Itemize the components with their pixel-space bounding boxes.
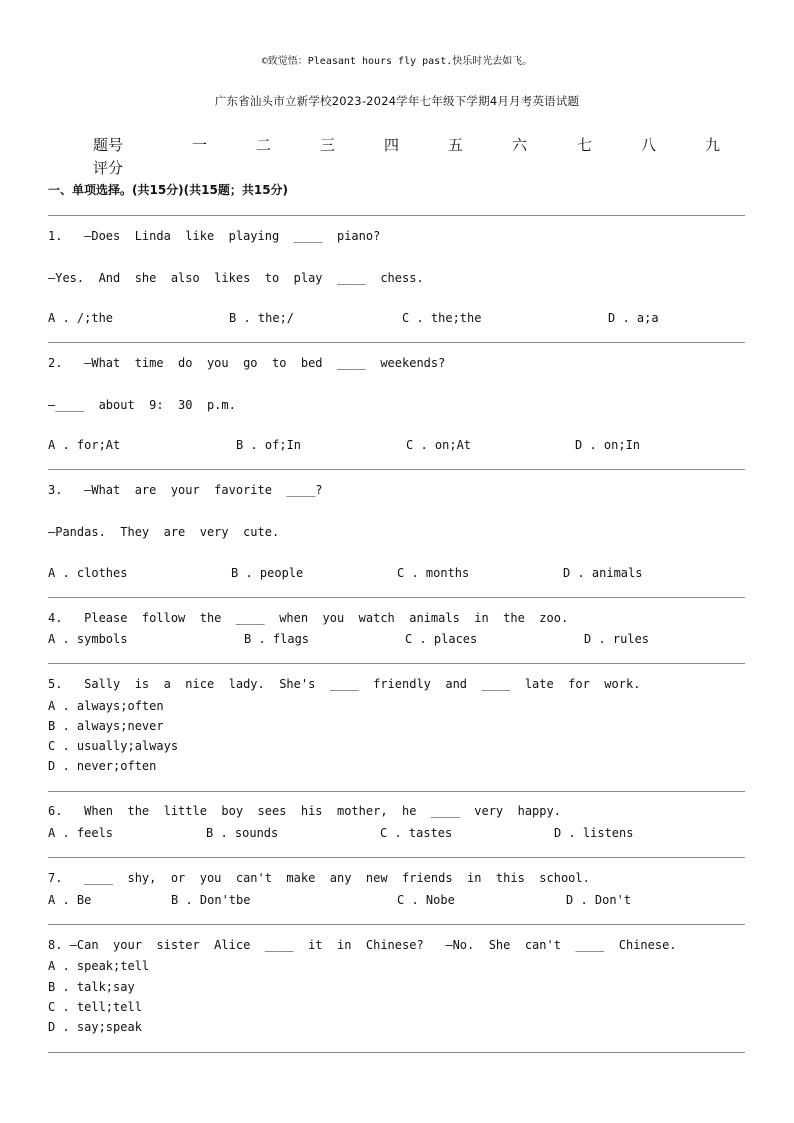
option-a: A . symbols: [48, 632, 128, 646]
question-stem: 5. Sally is a nice lady. She's ____ friendly and ____ late for work.: [48, 677, 641, 691]
option-c: C . tastes: [380, 826, 453, 840]
divider: [48, 215, 745, 216]
option-c: C . Nobe: [397, 893, 455, 907]
option-c: C . places: [405, 632, 478, 646]
divider: [48, 857, 745, 858]
divider: [48, 663, 745, 664]
option-d: D . rules: [584, 632, 650, 646]
score-column: 七: [577, 136, 593, 154]
option-b: B . sounds: [206, 826, 279, 840]
question-stem: 4. Please follow the ____ when you watch animals in the zoo.: [48, 611, 569, 625]
score-column: 二: [256, 136, 272, 154]
option-d: D . say;speak: [48, 1020, 142, 1034]
option-d: D . never;often: [48, 759, 157, 773]
option-a: A . /;the: [48, 311, 114, 325]
option-b: B . people: [231, 566, 304, 580]
motto-header: ©致觉悟：Pleasant hours fly past.快乐时光去如飞。: [261, 56, 533, 67]
option-d: D . on;In: [575, 438, 641, 452]
option-d: D . a;a: [608, 311, 659, 325]
question-stem: 8. —Can your sister Alice ____ it in Chinese? —No. She can't ____ Chinese.: [48, 938, 677, 952]
option-b: B . always;never: [48, 719, 164, 733]
score-column: 六: [512, 136, 528, 154]
option-b: B . of;In: [236, 438, 302, 452]
option-a: A . speak;tell: [48, 959, 150, 973]
section-heading: 一、单项选择。(共15分)(共15题；共15分): [48, 183, 289, 197]
option-a: A . for;At: [48, 438, 121, 452]
divider: [48, 469, 745, 470]
divider: [48, 342, 745, 343]
option-c: C . on;At: [406, 438, 472, 452]
option-a: A . Be: [48, 893, 92, 907]
option-c: C . tell;tell: [48, 1000, 142, 1014]
question-answer-line: —____ about 9: 30 p.m.: [48, 398, 236, 412]
question-answer-line: —Pandas. They are very cute.: [48, 525, 280, 539]
question-stem: 3. —What are your favorite ____?: [48, 483, 323, 497]
score-column: 八: [641, 136, 657, 154]
exam-title: 广东省汕头市立新学校2023-2024学年七年级下学期4月月考英语试题: [214, 94, 580, 108]
option-d: D . Don't: [566, 893, 632, 907]
question-answer-line: —Yes. And she also likes to play ____ chess.: [48, 271, 424, 285]
divider: [48, 1052, 745, 1053]
option-d: D . animals: [563, 566, 643, 580]
option-b: B . Don'tbe: [171, 893, 251, 907]
question-stem: 1. —Does Linda like playing ____ piano?: [48, 229, 381, 243]
option-b: B . talk;say: [48, 980, 135, 994]
option-c: C . the;the: [402, 311, 482, 325]
option-b: B . the;/: [229, 311, 295, 325]
score-column: 三: [320, 136, 336, 154]
score-column: 四: [384, 136, 400, 154]
option-b: B . flags: [244, 632, 310, 646]
option-a: A . clothes: [48, 566, 128, 580]
option-a: A . feels: [48, 826, 114, 840]
question-stem: 7. ____ shy, or you can't make any new friends in this school.: [48, 871, 590, 885]
score-column: 五: [448, 136, 464, 154]
option-c: C . months: [397, 566, 470, 580]
score-column: 九: [705, 136, 721, 154]
option-c: C . usually;always: [48, 739, 179, 753]
score-column: 一: [192, 136, 208, 154]
score-table-score-label: 评分: [93, 159, 124, 177]
divider: [48, 597, 745, 598]
divider: [48, 791, 745, 792]
question-stem: 2. —What time do you go to bed ____ weekends?: [48, 356, 446, 370]
score-table-header-label: 题号: [93, 136, 124, 154]
question-stem: 6. When the little boy sees his mother, he ____ very happy.: [48, 804, 561, 818]
divider: [48, 924, 745, 925]
option-a: A . always;often: [48, 699, 164, 713]
score-table-header: [0, 134, 794, 154]
option-d: D . listens: [554, 826, 634, 840]
